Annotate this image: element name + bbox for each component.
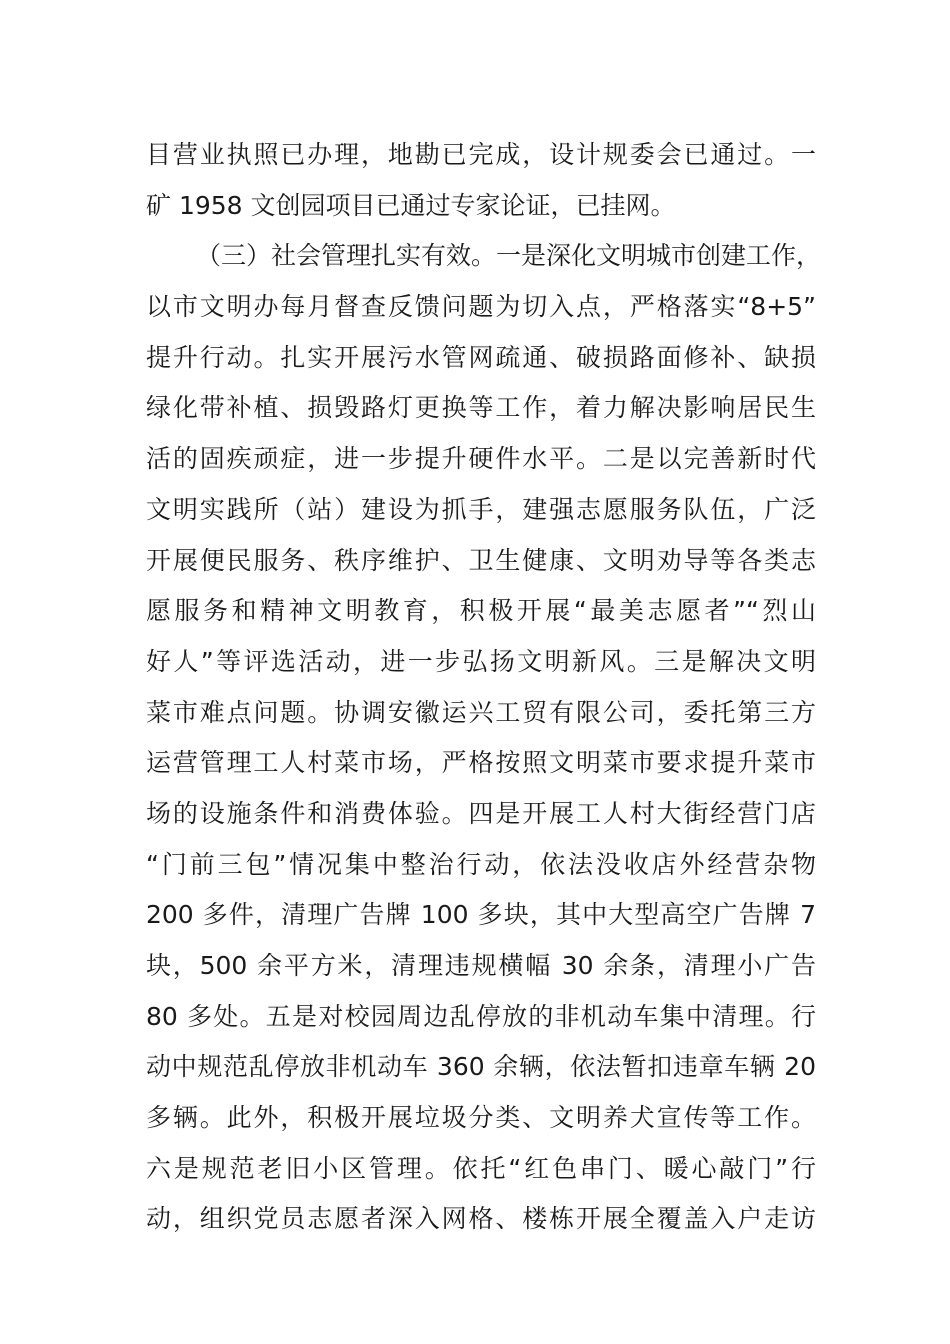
text-line: 绿化带补植、损毁路灯更换等工作，着力解决影响居民生 bbox=[146, 393, 816, 423]
text-line: 六是规范老旧小区管理。依托“红色串门、暖心敲门”行 bbox=[146, 1153, 816, 1183]
text-line: 愿服务和精神文明教育，积极开展“最美志愿者”“烈山 bbox=[146, 596, 816, 626]
text-line: 运营管理工人村菜市场，严格按照文明菜市要求提升菜市 bbox=[146, 748, 816, 778]
paragraph-1 bbox=[146, 130, 816, 231]
text-line: 提升行动。扎实开展污水管网疏通、破损路面修补、缺损 bbox=[146, 342, 816, 372]
text-line: 开展便民服务、秩序维护、卫生健康、文明劝导等各类志 bbox=[146, 545, 816, 575]
paragraph-2-social-management bbox=[146, 231, 822, 1245]
text-line: 200 多件，清理广告牌 100 多块，其中大型高空广告牌 7 bbox=[146, 900, 816, 930]
text-line: “门前三包”情况集中整治行动，依法没收店外经营杂物 bbox=[146, 849, 816, 879]
text-line: 80 多处。五是对校园周边乱停放的非机动车集中清理。行 bbox=[146, 1001, 816, 1031]
text-line: 动，组织党员志愿者深入网格、楼栋开展全覆盖入户走访 bbox=[146, 1204, 816, 1234]
text-line: 活的固疾顽症，进一步提升硬件水平。二是以完善新时代 bbox=[146, 444, 816, 474]
text-line: 场的设施条件和消费体验。四是开展工人村大街经营门店 bbox=[146, 798, 816, 828]
text-line: 块，500 余平方米，清理违规横幅 30 余条，清理小广告 bbox=[146, 951, 816, 980]
text-line: （三）社会管理扎实有效。一是深化文明城市创建工作， bbox=[196, 241, 822, 271]
text-line: 菜市难点问题。协调安徽运兴工贸有限公司，委托第三方 bbox=[146, 697, 816, 727]
text-line: 以市文明办每月督查反馈问题为切入点，严格落实“8+5” bbox=[146, 292, 816, 322]
text-line: 好人”等评选活动，进一步弘扬文明新风。三是解决文明 bbox=[146, 646, 816, 676]
body-text bbox=[146, 130, 822, 1245]
text-line: 多辆。此外，积极开展垃圾分类、文明养犬宣传等工作。 bbox=[146, 1103, 816, 1133]
text-line: 文明实践所（站）建设为抓手，建强志愿服务队伍，广泛 bbox=[146, 494, 816, 524]
text-line: 目营业执照已办理，地勘已完成，设计规委会已通过。一 bbox=[146, 140, 816, 169]
text-line: 动中规范乱停放非机动车 360 余辆，依法暂扣违章车辆 20 bbox=[146, 1052, 816, 1082]
text-line: 矿 1958 文创园项目已通过专家论证，已挂网。 bbox=[146, 190, 676, 220]
